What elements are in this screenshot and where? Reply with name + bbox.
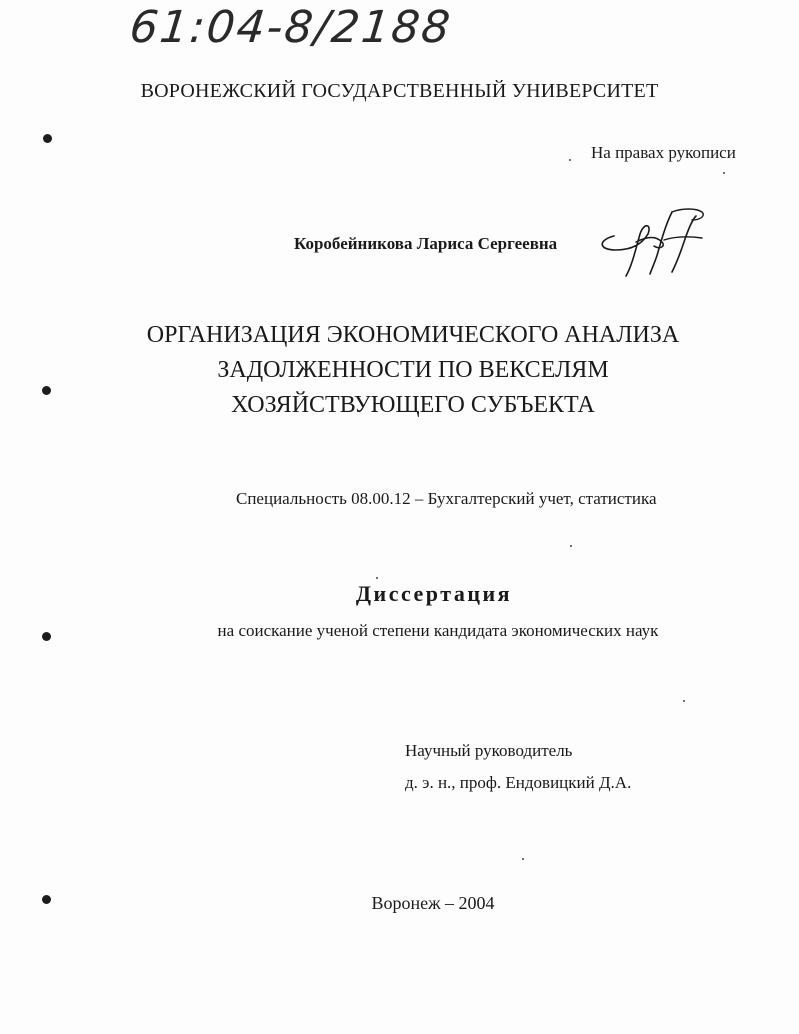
binder-hole-mark [42,895,51,904]
author-name: Коробейникова Лариса Сергеевна [294,234,558,253]
supervisor-label: Научный руководитель [405,741,573,760]
scan-speck [569,159,571,161]
scan-speck [683,700,685,702]
document-type: Диссертация [355,581,513,606]
handwritten-call-number: 61:04-8/2188 [127,2,455,53]
binder-hole-mark [42,386,51,395]
scan-speck [522,858,524,860]
scan-speck [723,172,725,174]
university-name: ВОРОНЕЖСКИЙ ГОСУДАРСТВЕННЫЙ УНИВЕРСИТЕТ [140,80,659,102]
signature-icon [592,206,712,282]
city-year: Воронеж – 2004 [371,893,495,913]
manuscript-rights-note: На правах рукописи [591,143,736,162]
scan-speck [376,577,378,579]
thesis-title-line-3: ХОЗЯЙСТВУЮЩЕГО СУБЪЕКТА [231,392,595,418]
specialty-code: Специальность 08.00.12 – Бухгалтерский учет, статистика [236,489,657,508]
supervisor-name: д. э. н., проф. Ендовицкий Д.А. [405,773,632,792]
scan-speck [570,545,572,547]
degree-statement: на соискание ученой степени кандидата экономических наук [217,621,659,640]
thesis-title-line-2: ЗАДОЛЖЕННОСТИ ПО ВЕКСЕЛЯМ [217,357,609,383]
thesis-title-line-1: ОРГАНИЗАЦИЯ ЭКОНОМИЧЕСКОГО АНАЛИЗА [146,322,680,348]
binder-hole-mark [43,134,52,143]
binder-hole-mark [42,632,51,641]
